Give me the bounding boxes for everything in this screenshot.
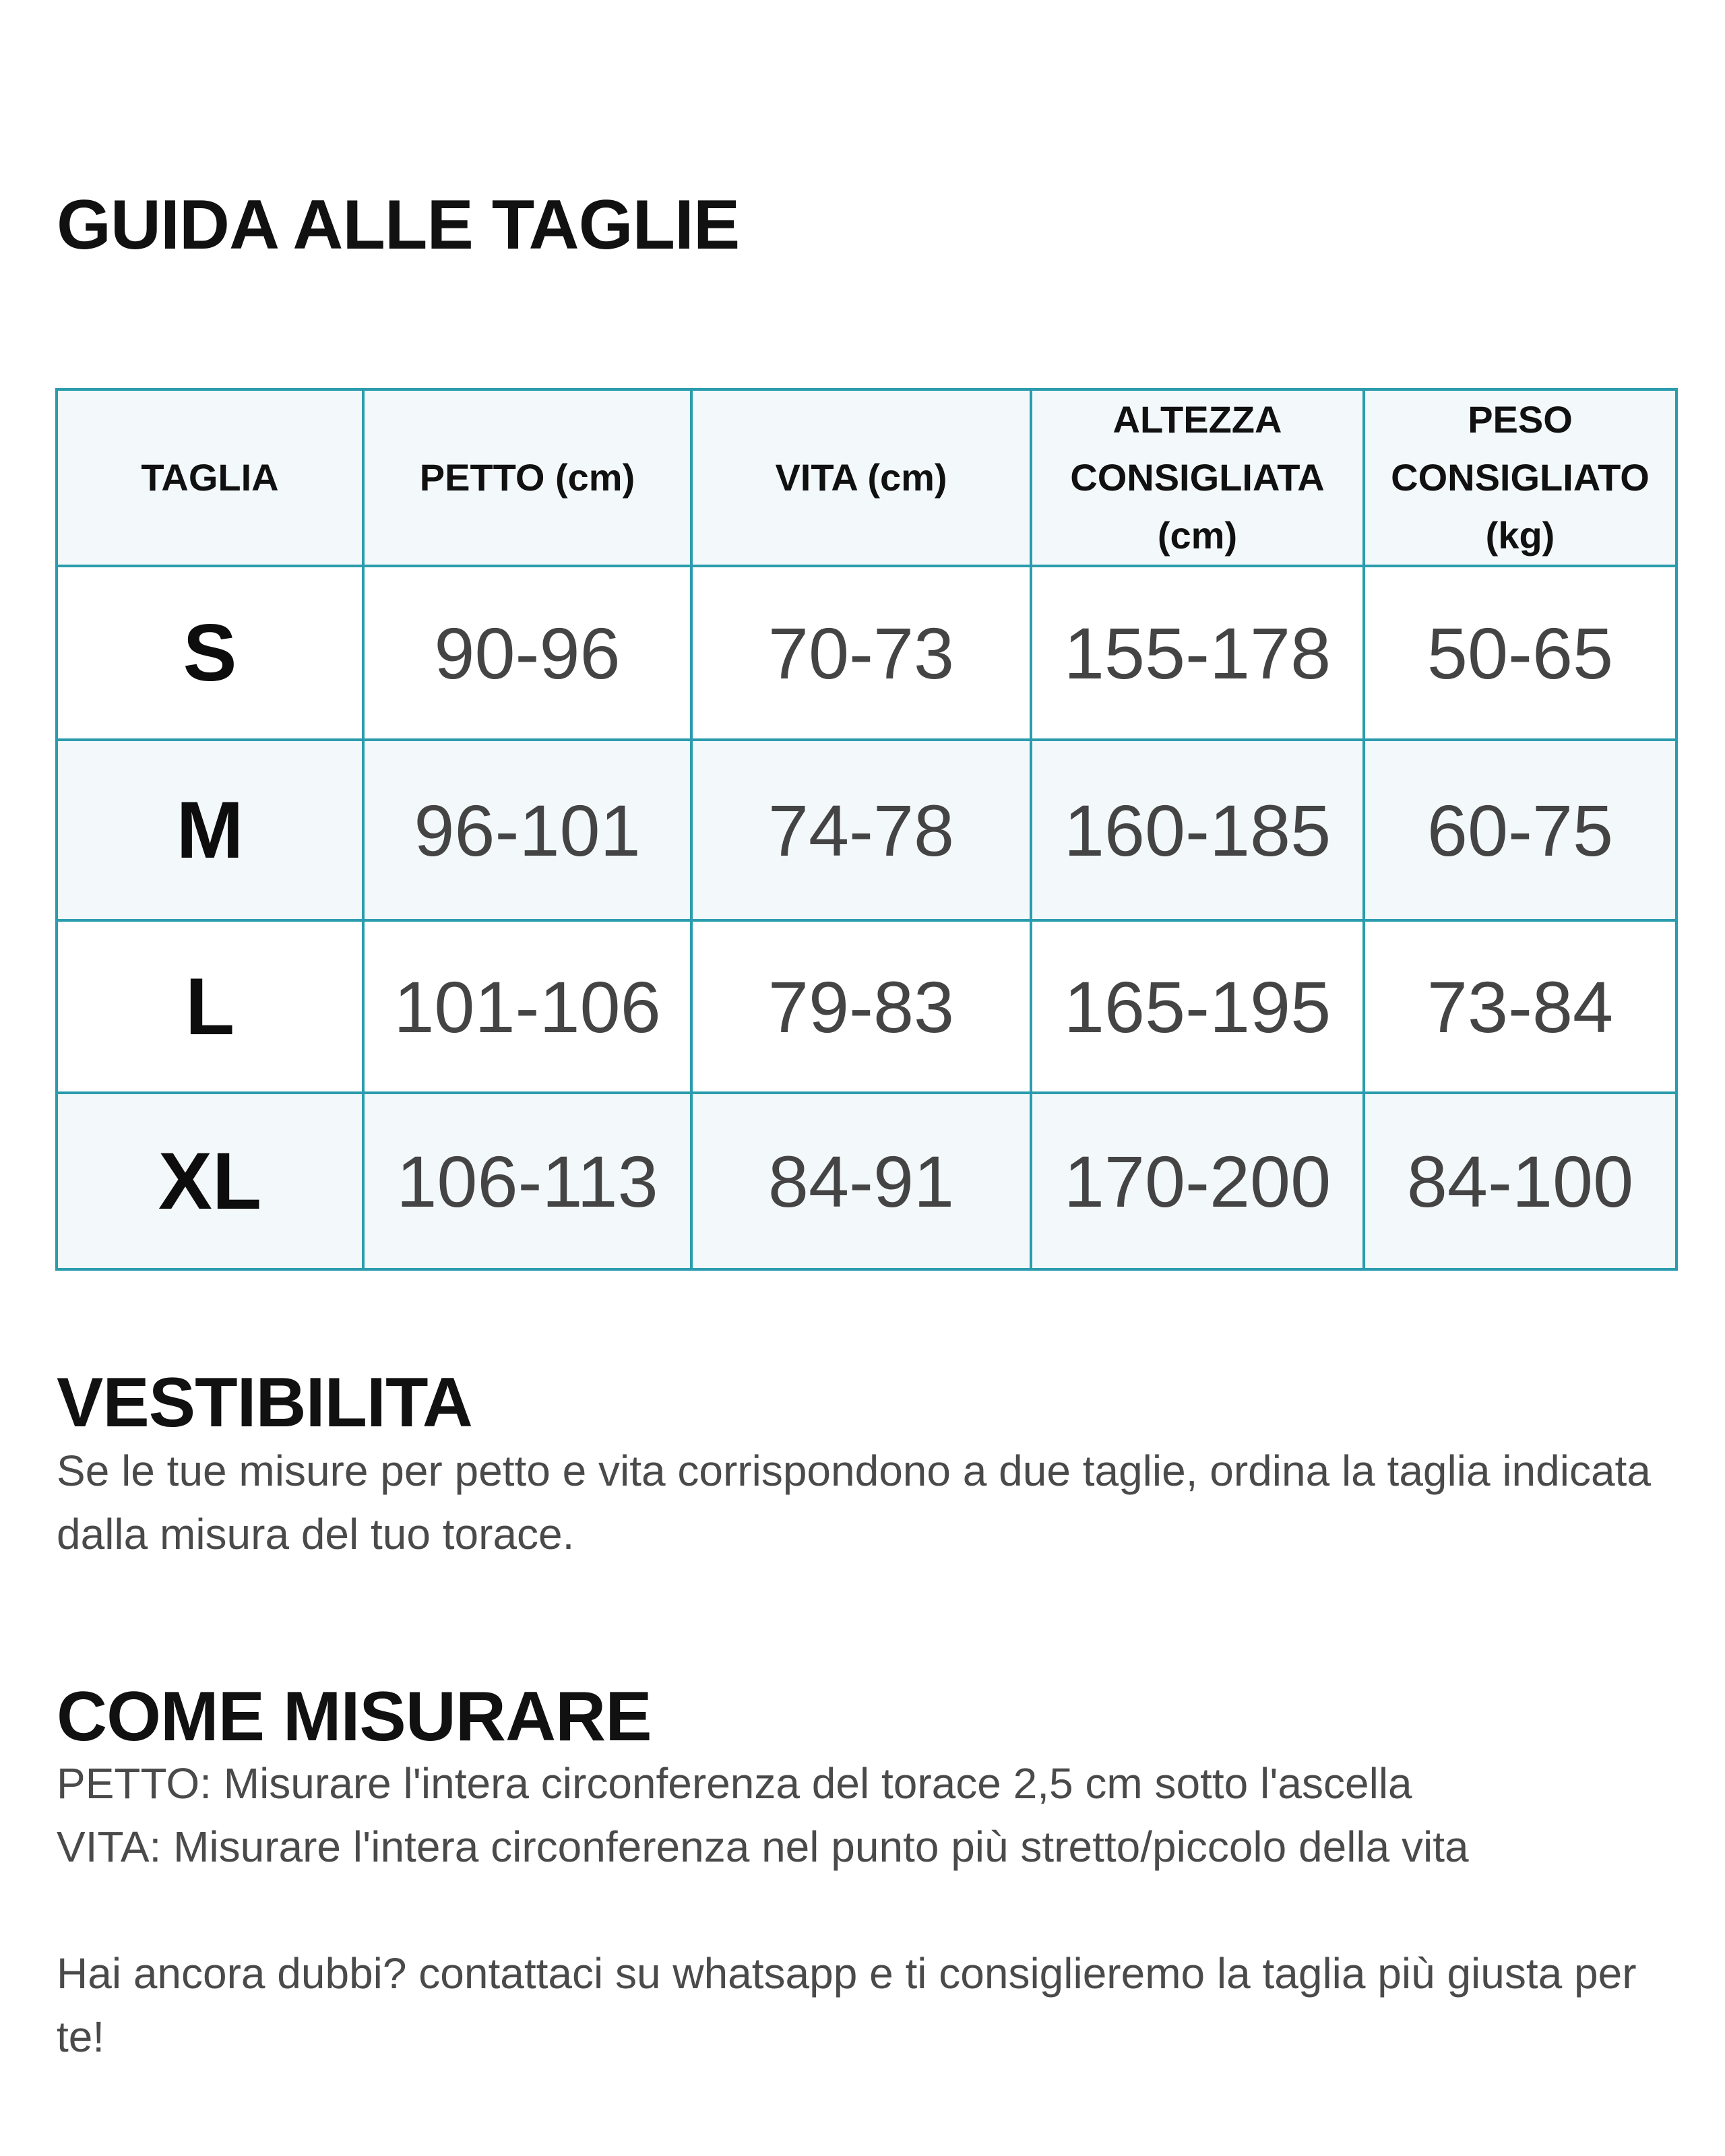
table-row [57, 566, 1676, 740]
waist-value: 74-78 [691, 740, 1031, 920]
height-value: 155-178 [1031, 566, 1364, 740]
size-label: L [57, 920, 363, 1093]
waist-value: 84-91 [691, 1093, 1031, 1269]
chest-value: 90-96 [363, 566, 691, 740]
height-value: 165-195 [1031, 920, 1364, 1093]
chest-value: 101-106 [363, 920, 691, 1093]
header-waist: VITA (cm) [691, 389, 1031, 566]
height-value: 170-200 [1031, 1093, 1364, 1269]
table-row [57, 740, 1676, 920]
weight-value: 73-84 [1364, 920, 1676, 1093]
size-label: XL [57, 1093, 363, 1269]
table-row [57, 920, 1676, 1093]
table-header-row [57, 389, 1676, 566]
size-label: M [57, 740, 363, 920]
header-height: ALTEZZA CONSIGLIATA (cm) [1031, 389, 1364, 566]
header-chest: PETTO (cm) [363, 389, 691, 566]
header-size: TAGLIA [57, 389, 363, 566]
chest-instruction: PETTO: Misurare l'intera circonferenza del torace 2,5 cm sotto l'ascella [57, 1759, 1412, 1808]
size-chart-table [55, 388, 1678, 1271]
weight-value: 60-75 [1364, 740, 1676, 920]
header-weight: PESO CONSIGLIATO (kg) [1364, 389, 1676, 566]
fit-description: Se le tue misure per petto e vita corrispondono a due taglie, ordina la taglia indicata dalla misura del tuo torace. [57, 1447, 1651, 1558]
chest-value: 106-113 [363, 1093, 691, 1269]
table-row [57, 1093, 1676, 1269]
fit-section-title: VESTIBILITA [57, 1364, 472, 1442]
waist-value: 70-73 [691, 566, 1031, 740]
height-value: 160-185 [1031, 740, 1364, 920]
waist-value: 79-83 [691, 920, 1031, 1093]
waist-instruction: VITA: Misurare l'intera circonferenza nel punto più stretto/piccolo della vita [57, 1822, 1469, 1871]
page-title: GUIDA ALLE TAGLIE [57, 186, 740, 264]
size-label: S [57, 566, 363, 740]
chest-value: 96-101 [363, 740, 691, 920]
weight-value: 50-65 [1364, 566, 1676, 740]
help-text: Hai ancora dubbi? contattaci su whatsapp e ti consiglieremo la taglia più giusta per te! [57, 1949, 1637, 2061]
measure-section-title: COME MISURARE [57, 1678, 652, 1756]
weight-value: 84-100 [1364, 1093, 1676, 1269]
